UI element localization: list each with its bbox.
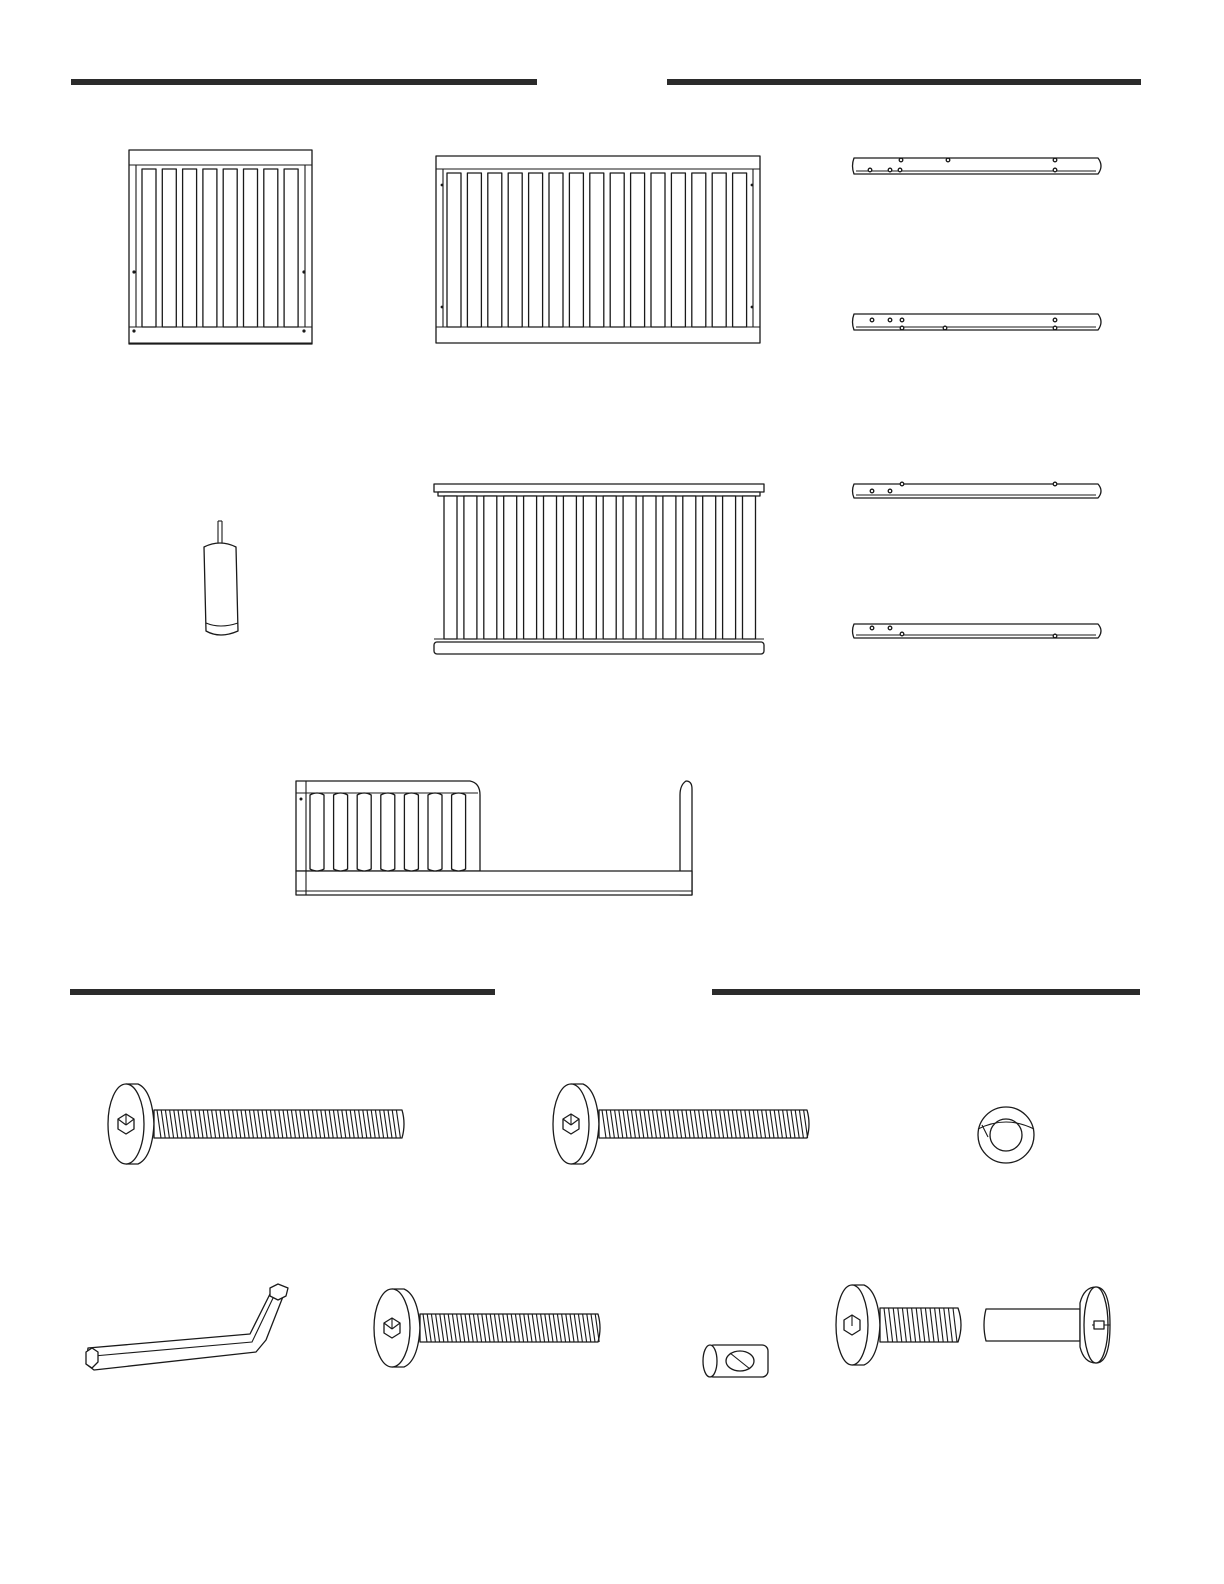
hardware-rule-left xyxy=(70,989,495,995)
lock-washer-icon xyxy=(976,1103,1038,1165)
barrel-nut-icon xyxy=(700,1341,772,1381)
short-hex-bolt-icon xyxy=(372,1284,607,1374)
rail-with-holes-2-icon xyxy=(850,310,1106,334)
parts-rule-right xyxy=(667,79,1141,85)
long-hex-bolt-icon xyxy=(106,1078,411,1170)
stub-bolt-and-cap-nut-icon xyxy=(834,1281,1124,1381)
medium-hex-bolt-icon xyxy=(551,1078,816,1170)
large-slatted-side-panel-icon xyxy=(435,155,762,345)
leg-post-icon xyxy=(198,519,244,641)
hardware-rule-right xyxy=(712,989,1140,995)
toddler-guard-rail-icon xyxy=(294,779,694,899)
allen-wrench-icon xyxy=(80,1282,300,1378)
rail-with-holes-3-icon xyxy=(850,480,1106,502)
slatted-front-rail-icon xyxy=(432,482,766,658)
parts-rule-left xyxy=(71,79,537,85)
rail-with-holes-1-icon xyxy=(850,154,1106,178)
rail-with-holes-4-icon xyxy=(850,620,1106,642)
small-slatted-end-panel-icon xyxy=(128,149,314,346)
